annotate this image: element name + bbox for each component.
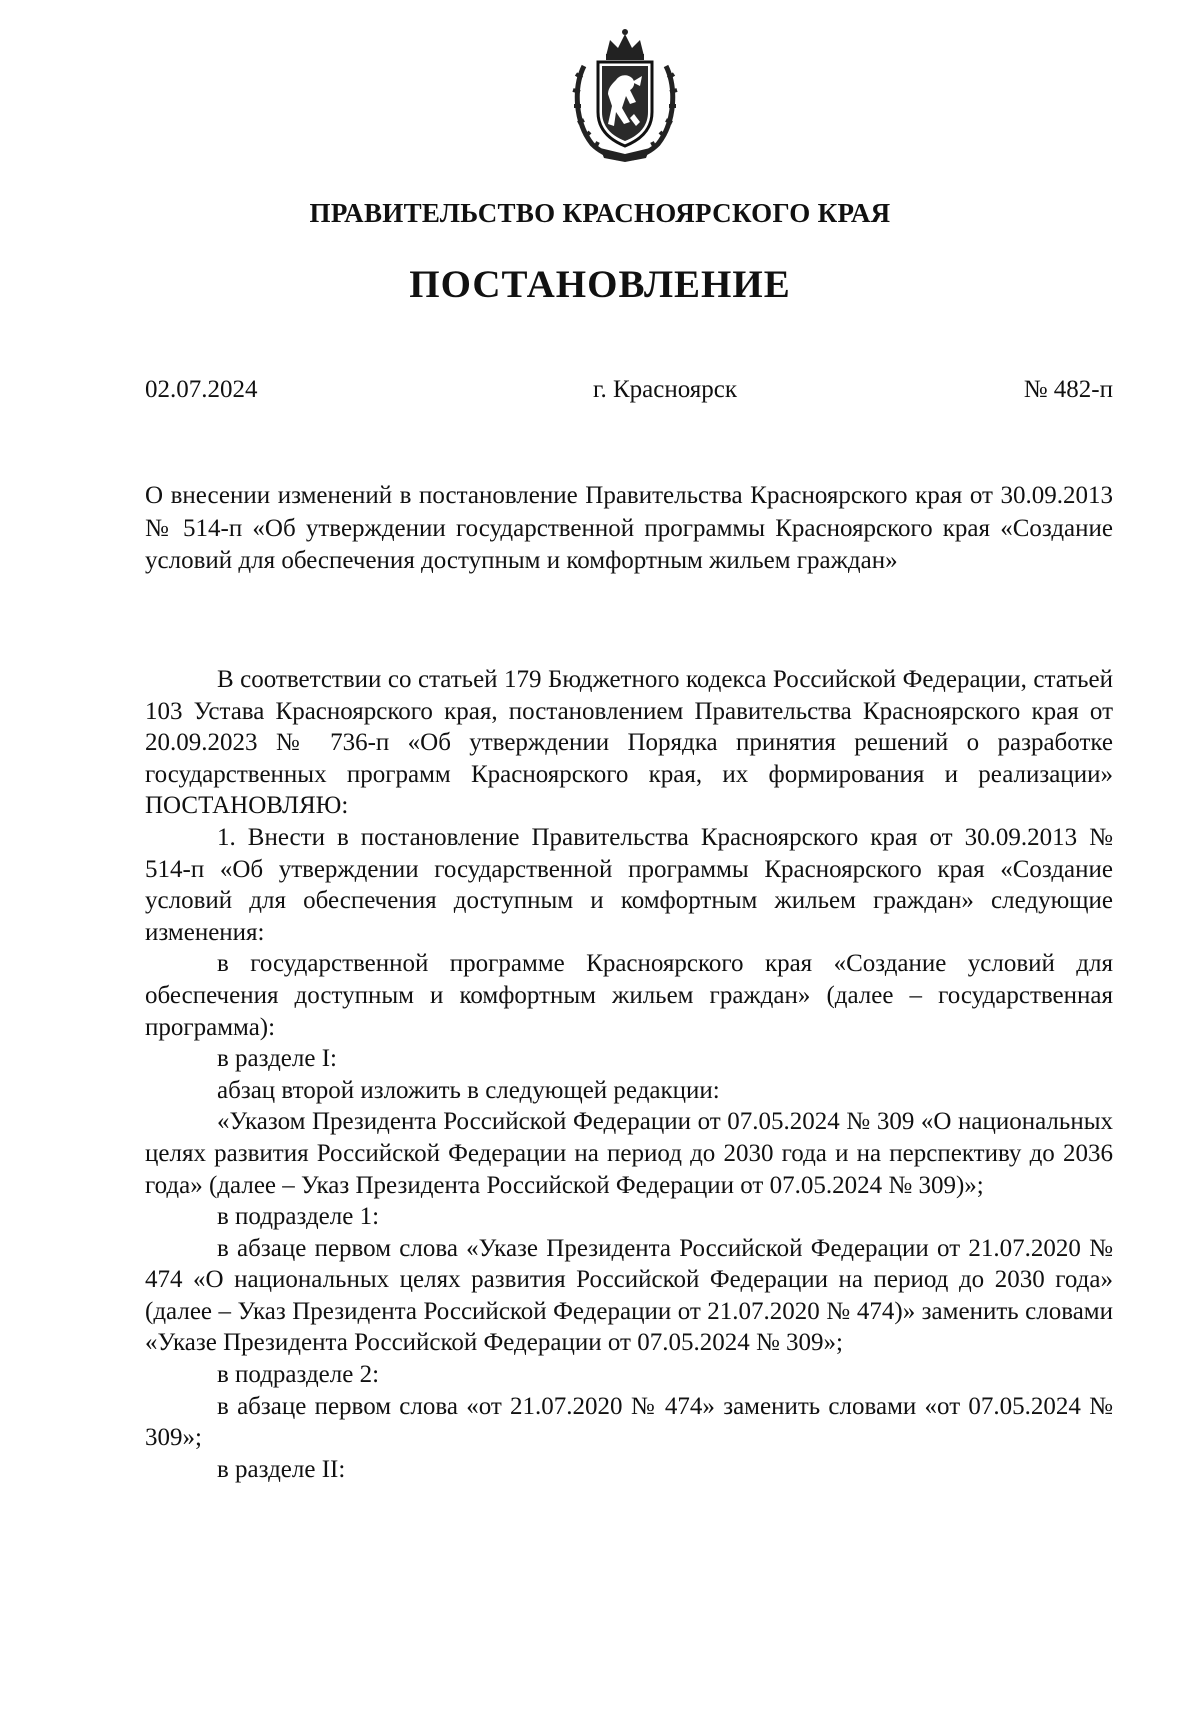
document-city: г. Красноярск xyxy=(593,376,737,403)
body-paragraph: в государственной программе Красноярского края «Создание условий для обеспечения доступным и комфортным жильем граждан» (далее – государственная программа): xyxy=(145,950,1113,1041)
body-paragraph: в разделе I: xyxy=(217,1045,337,1073)
document-date: 02.07.2024 xyxy=(145,376,258,403)
body-paragraph: в подразделе 2: xyxy=(217,1361,380,1389)
body-paragraph: В соответствии со статьей 179 Бюджетного кодекса Российской Федерации, статьей 103 Устава Красноярского края, постановлением Правительства Красноярского края от 20.09.2023 № 736-п «Об утверждении Порядка принятия решений о разработке государственных программ Красноярского края, их формирования и реализации» ПОСТАНОВЛЯЮ: xyxy=(145,666,1113,820)
document-subject: О внесении изменений в постановление Правительства Красноярского края от 30.09.2013 № 514-п «Об утверждении государственной программы Красноярского края «Создание условий для обеспечения доступным и комфортным жильем граждан» xyxy=(145,482,1113,574)
coat-of-arms-icon xyxy=(570,26,680,162)
body-paragraph: в разделе II: xyxy=(217,1455,346,1483)
body-paragraph: в абзаце первом слова «Указе Президента Российской Федерации от 21.07.2020 № 474 «О национальных целях развития Российской Федерации на период до 2030 года» (далее – Указ Президента Российской Федерации от 21.07.2020 № 474)» заменить словами «Указе Президента Российской Федерации от 07.05.2024 № 309»; xyxy=(145,1234,1113,1357)
body-paragraph: в абзаце первом слова «от 21.07.2020 № 474» заменить словами «от 07.05.2024 № 309»; xyxy=(145,1392,1113,1452)
document-body xyxy=(145,664,1113,1485)
body-paragraph: 1. Внести в постановление Правительства Красноярского края от 30.09.2013 № 514-п «Об утверждении государственной программы Красноярского края «Создание условий для обеспечения доступным и комфортным жильем граждан» следующие изменения: xyxy=(145,823,1113,946)
document-meta xyxy=(145,376,1113,410)
body-paragraph: в подразделе 1: xyxy=(217,1203,380,1231)
government-title: ПРАВИТЕЛЬСТВО КРАСНОЯРСКОГО КРАЯ xyxy=(309,198,891,228)
document-type-heading: ПОСТАНОВЛЕНИЕ xyxy=(409,263,791,306)
body-paragraph: абзац второй изложить в следующей редакции: xyxy=(217,1076,720,1104)
body-paragraph: «Указом Президента Российской Федерации от 07.05.2024 № 309 «О национальных целях развития Российской Федерации на период до 2030 года и на перспективу до 2036 года» (далее – Указ Президента Российской Федерации от 07.05.2024 № 309)»; xyxy=(145,1108,1113,1199)
document-number: № 482-п xyxy=(1023,376,1113,403)
